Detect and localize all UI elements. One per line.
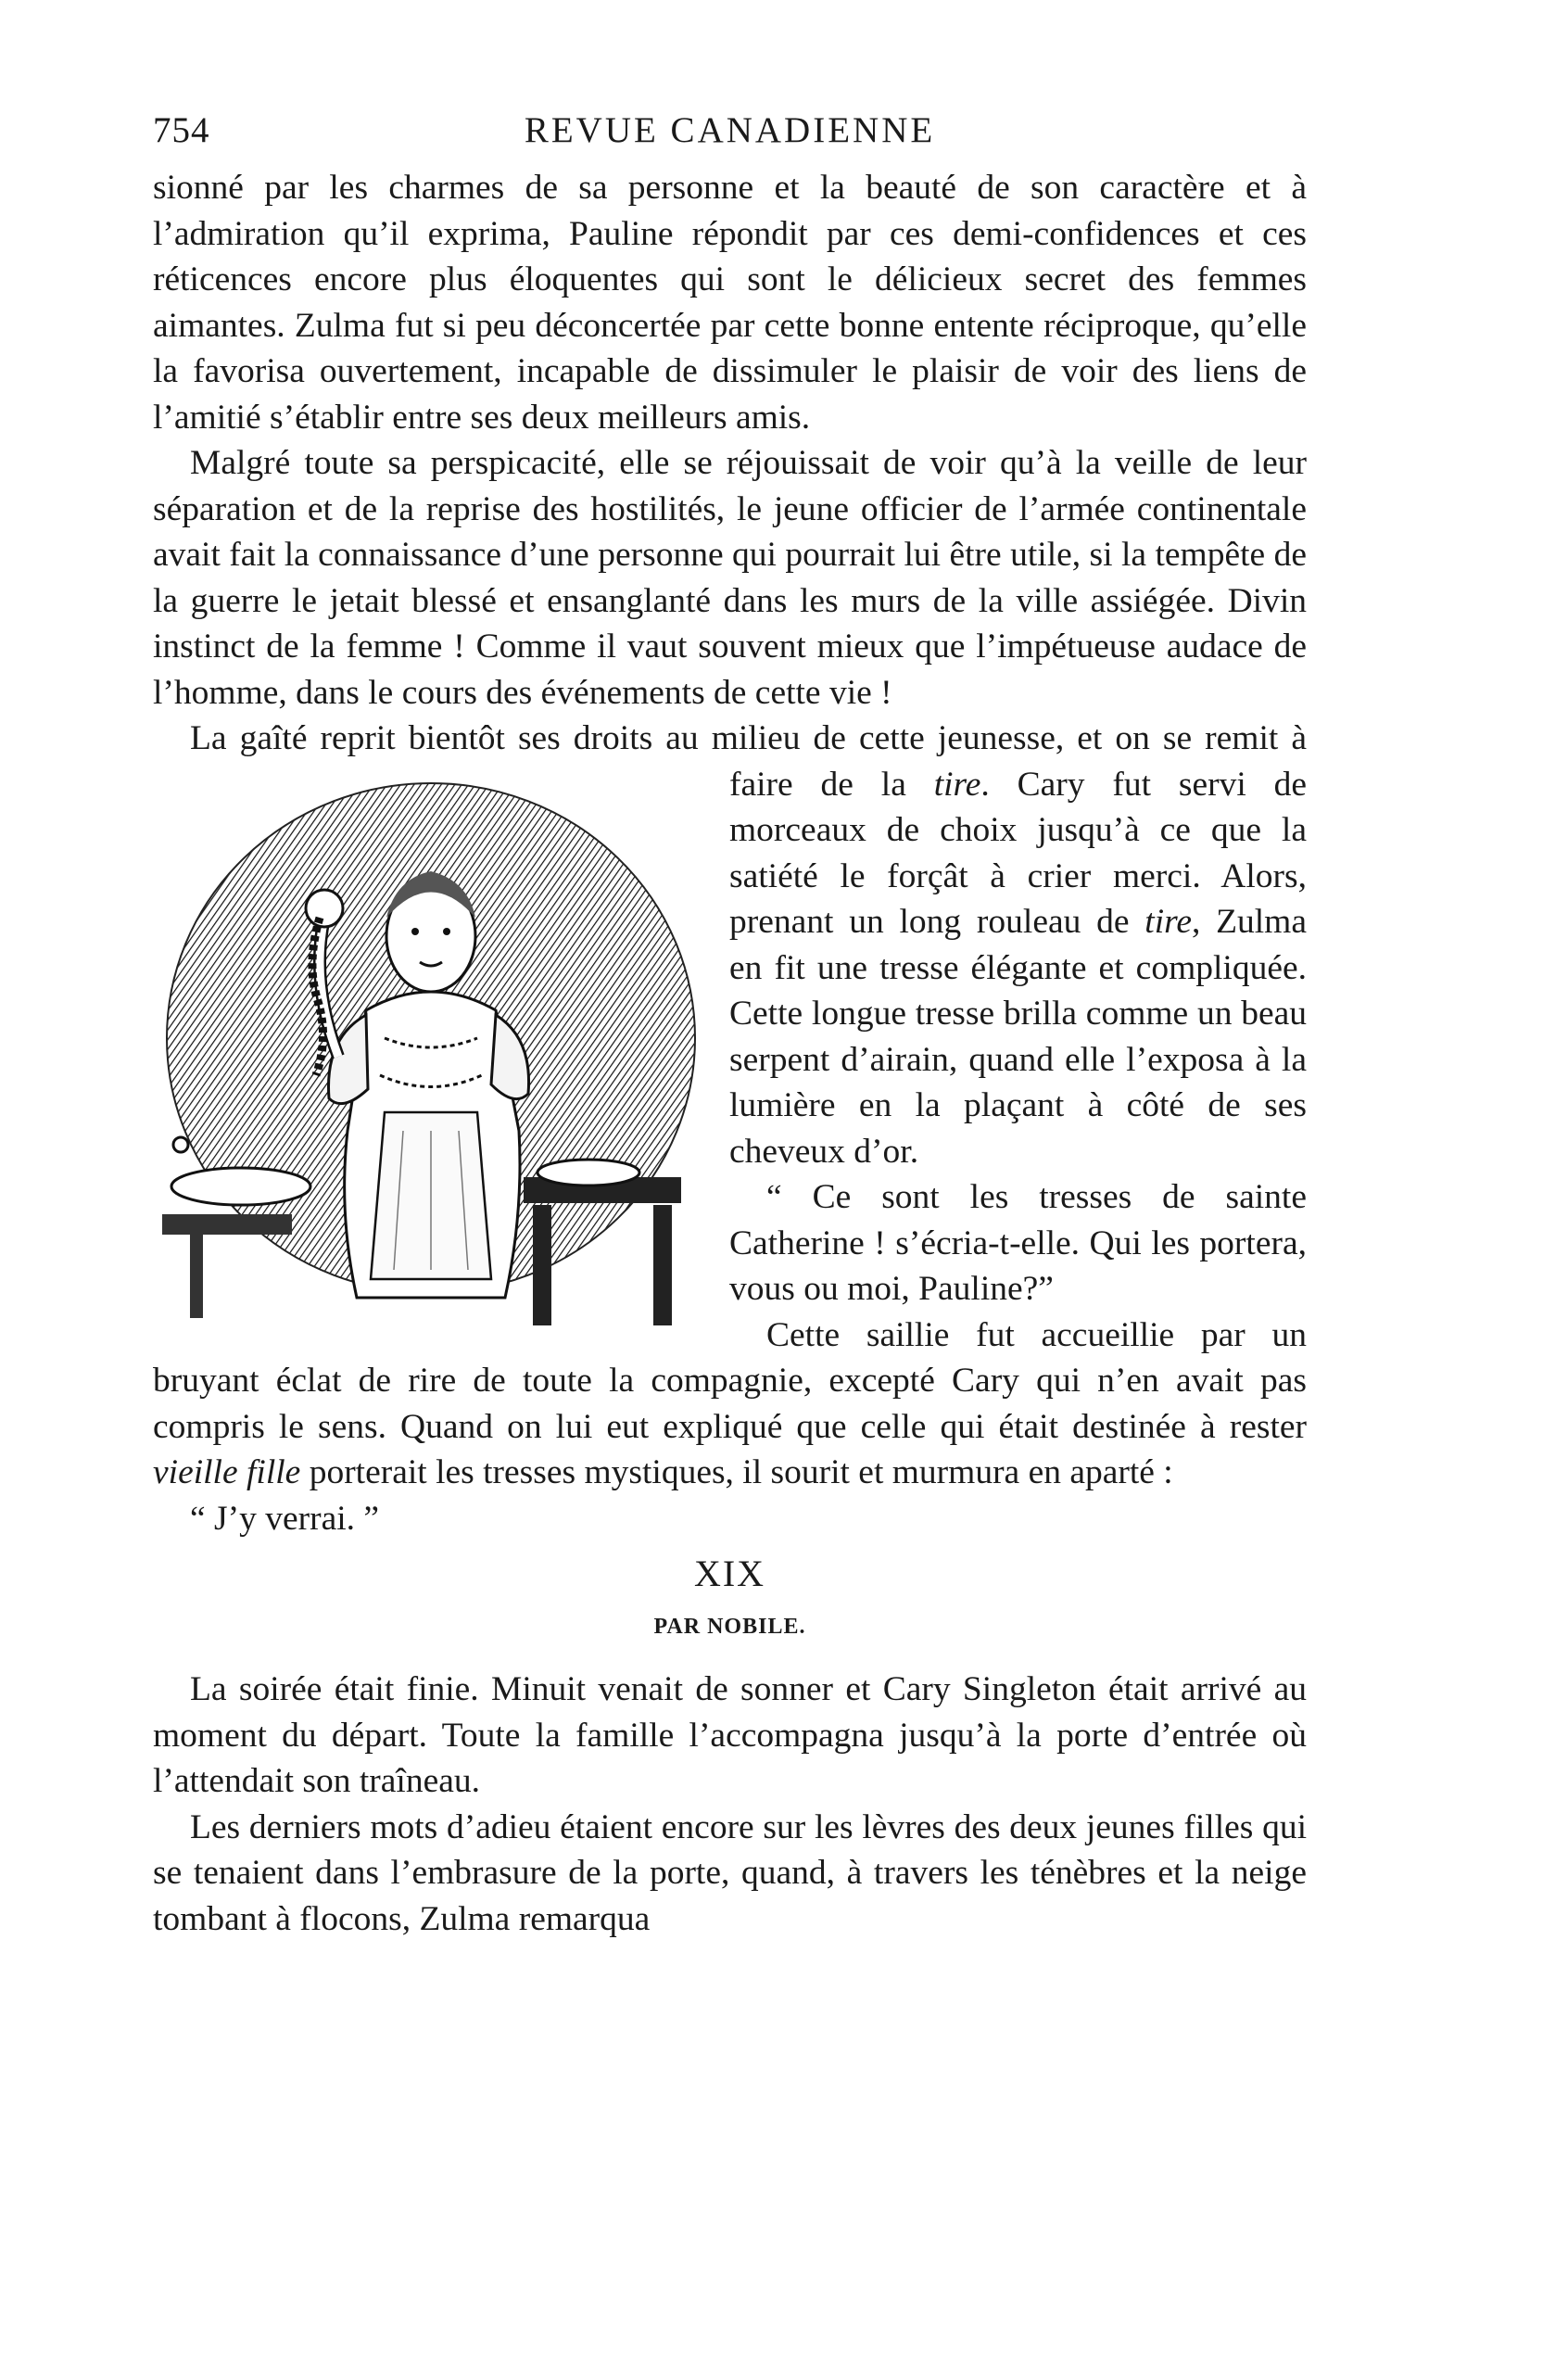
italic-phrase: vieille fille [153,1453,301,1491]
italic-word: tire [933,765,981,804]
text-run: La gaîté reprit bientôt ses droits au milieu de cette jeunesse, et on se remit à faire de la [190,719,1307,804]
chapter-heading: XIX [693,1553,766,1594]
running-header [153,109,1307,165]
text-run: , Zulma en fit une tresse élégante et compliquée. Cette longue tresse brilla comme un beau serpent d’airain, quand elle l’exposa à la lumière en la plaçant à côté de ses cheveux d’or. [729,903,1307,1171]
paragraph: Les derniers mots d’adieu étaient encore sur les lèvres des deux jeunes filles qui se tenaient dans l’embrasure de la porte, quand, à travers les ténèbres et la neige tombant à flocons, Zulma remarqua [153,1807,1307,1938]
illustration-woman-with-tire [153,779,709,1346]
paragraph: Malgré toute sa perspicacité, elle se réjouissait de voir qu’à la veille de leur séparation et de la reprise des hostilités, le jeune officier de l’armée continentale avait fait la connaissance d’une personne qui pourrait lui être utile, si la tempête de la guerre le jetait blessé et ensanglanté dans les murs de la ville assiégée. Divin instinct de la femme ! Comme il vaut souvent mieux que l’impétueuse audace de l’homme, dans le cours des événements de cette vie ! [153,444,1307,712]
page-number: 754 [153,110,210,150]
text-run: porterait les tresses mystiques, il sourit et murmura en aparté : [300,1453,1173,1491]
body-text [153,165,1307,1942]
chapter-subtitle: PAR NOBILE. [653,1614,806,1639]
paragraph: La soirée était finie. Minuit venait de sonner et Cary Singleton était arrivé au moment du départ. Toute la famille l’accompagna jusqu’à la porte d’entrée où l’attendait son traîneau. [153,1670,1307,1800]
page [153,109,1307,1942]
text-run: Cette saillie fut accueillie par un bruyant éclat de rire de toute la compagnie, excepté Cary qui n’en avait pas compris le sens. Quand on lui eut expliqué que celle qui était destinée à rester [153,1315,1307,1446]
running-title: REVUE CANADIENNE [524,110,936,150]
paragraph-continued: sionné par les charmes de sa personne et la beauté de son caractère et à l’admiration qu’il exprima, Pauline répondit par ces demi-confidences et ces réticences encore plus éloquentes qui sont le délicieux secret des femmes aimantes. Zulma fut si peu déconcertée par cette bonne entente réciproque, qu’elle la favorisa ouvertement, incapable de dissimuler le plaisir de voir des liens de l’amitié s’établir entre ses deux meilleurs amis. [153,169,1307,437]
paragraph-with-figure [153,716,1307,1174]
italic-word: tire [1144,903,1192,941]
quote-paragraph: “ Ce sont les tresses de sainte Catherine ! s’écria-t-elle. Qui les portera, vous ou moi, Pauline?” [729,1178,1307,1308]
quote-line: “ J’y verrai. ” [190,1499,380,1538]
text-run: . Cary fut servi de morceaux de choix jusqu’à ce que la satiété le forçât à crier merci. Alors, prenant un long rouleau de [729,765,1308,941]
